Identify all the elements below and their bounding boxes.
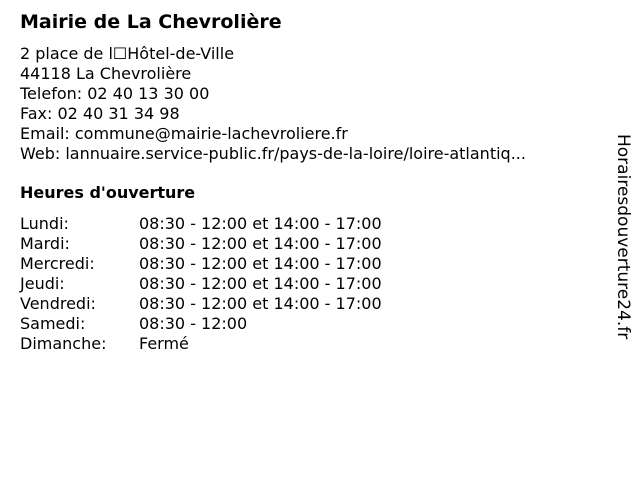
- hours-row-tuesday: [20, 234, 440, 254]
- day-label: Mardi:: [20, 234, 70, 253]
- day-label: Samedi:: [20, 314, 86, 333]
- hours-row-thursday: [20, 274, 440, 294]
- time-value: 08:30 - 12:00 et 14:00 - 17:00: [139, 294, 382, 313]
- hours-row-wednesday: [20, 254, 440, 274]
- time-value: 08:30 - 12:00 et 14:00 - 17:00: [139, 214, 382, 233]
- phone-number: Telefon: 02 40 13 30 00: [20, 84, 210, 103]
- website-url: Web: lannuaire.service-public.fr/pays-de-la-loire/loire-atlantiq...: [20, 144, 526, 163]
- day-label: Jeudi:: [20, 274, 65, 293]
- hours-row-friday: [20, 294, 440, 314]
- time-value: 08:30 - 12:00 et 14:00 - 17:00: [139, 234, 382, 253]
- contact-info: [20, 44, 526, 164]
- page-title: Mairie de La Chevrolière: [20, 11, 282, 33]
- time-value: 08:30 - 12:00 et 14:00 - 17:00: [139, 254, 382, 273]
- hours-row-saturday: [20, 314, 440, 334]
- address-street: 2 place de l☐Hôtel-de-Ville: [20, 44, 235, 63]
- email-address: Email: commune@mairie-lachevroliere.fr: [20, 124, 348, 143]
- day-label: Dimanche:: [20, 334, 107, 353]
- opening-hours-list: [20, 214, 440, 354]
- hours-row-monday: [20, 214, 440, 234]
- opening-hours-heading: Heures d'ouverture: [20, 183, 196, 202]
- fax-number: Fax: 02 40 31 34 98: [20, 104, 180, 123]
- address-city: 44118 La Chevrolière: [20, 64, 192, 83]
- day-label: Lundi:: [20, 214, 69, 233]
- time-value: 08:30 - 12:00 et 14:00 - 17:00: [139, 274, 382, 293]
- day-label: Vendredi:: [20, 294, 96, 313]
- watermark-text: Horairesdouverture24.fr: [613, 134, 633, 340]
- day-label: Mercredi:: [20, 254, 95, 273]
- hours-row-sunday: [20, 334, 440, 354]
- watermark: [610, 134, 638, 374]
- time-value: Fermé: [139, 334, 189, 353]
- time-value: 08:30 - 12:00: [139, 314, 248, 333]
